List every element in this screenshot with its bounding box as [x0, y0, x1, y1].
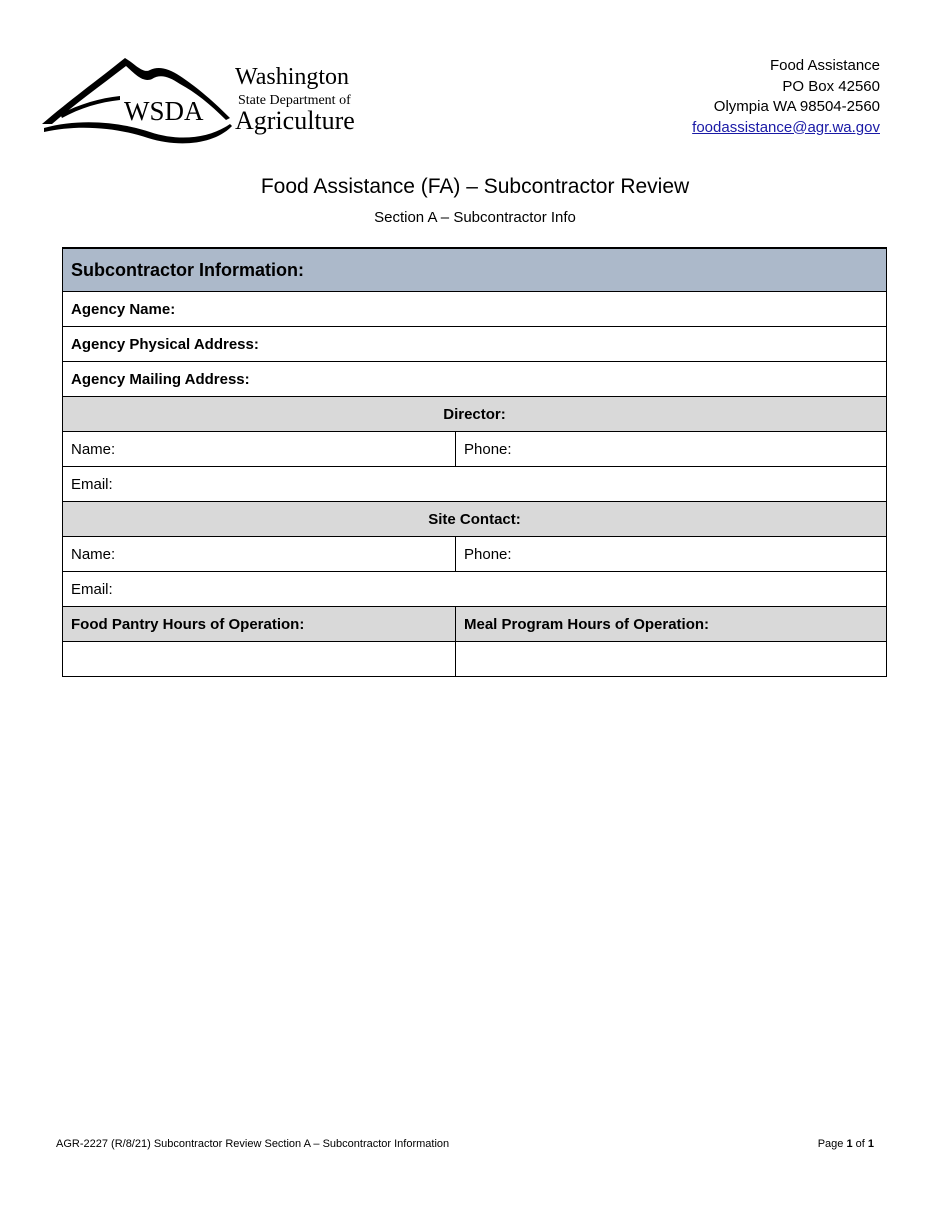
site-contact-phone-field[interactable]: Phone: [456, 537, 887, 572]
director-phone-field[interactable]: Phone: [456, 432, 887, 467]
address-city: Olympia WA 98504-2560 [713, 98, 880, 115]
site-contact-email-field[interactable]: Email: [63, 572, 887, 607]
footer-form-id: AGR-2227 (R/8/21) Subcontractor Review Section A – Subcontractor Information [56, 1138, 450, 1150]
pantry-hours-header: Food Pantry Hours of Operation: [63, 607, 456, 642]
logo-line-1: Washington [235, 64, 350, 90]
logo-abbr: WSDA [124, 96, 204, 126]
page-current: 1 [846, 1138, 853, 1150]
page-of: of [852, 1138, 868, 1150]
meal-hours-field[interactable] [456, 642, 887, 677]
director-section-header: Director: [63, 397, 887, 432]
page-prefix: Page [817, 1138, 847, 1150]
site-contact-name-field[interactable]: Name: [63, 537, 456, 572]
address-org: Food Assistance [769, 57, 880, 74]
site-contact-section-header: Site Contact: [63, 502, 887, 537]
subcontractor-form [62, 247, 887, 677]
agency-mailing-address-field[interactable]: Agency Mailing Address: [63, 362, 887, 397]
page-subtitle: Section A – Subcontractor Info [374, 209, 576, 226]
logo-line-3: Agriculture [235, 106, 355, 135]
director-name-field[interactable]: Name: [63, 432, 456, 467]
address-box: PO Box 42560 [782, 77, 880, 95]
wsda-logo [40, 52, 370, 144]
form-header: Subcontractor Information: [63, 248, 887, 292]
email-link[interactable]: foodassistance@agr.wa.gov [692, 118, 880, 136]
address-block [692, 56, 880, 138]
logo-line-2: State Department of [238, 93, 351, 108]
pantry-hours-field[interactable] [63, 642, 456, 677]
director-email-field[interactable]: Email: [63, 467, 887, 502]
page-title: Food Assistance (FA) – Subcontractor Review [260, 175, 690, 198]
page-total: 1 [867, 1138, 874, 1150]
agency-physical-address-field[interactable]: Agency Physical Address: [63, 327, 887, 362]
footer-page-number [818, 1138, 874, 1150]
meal-hours-header: Meal Program Hours of Operation: [456, 607, 887, 642]
agency-name-field[interactable]: Agency Name: [63, 292, 887, 327]
